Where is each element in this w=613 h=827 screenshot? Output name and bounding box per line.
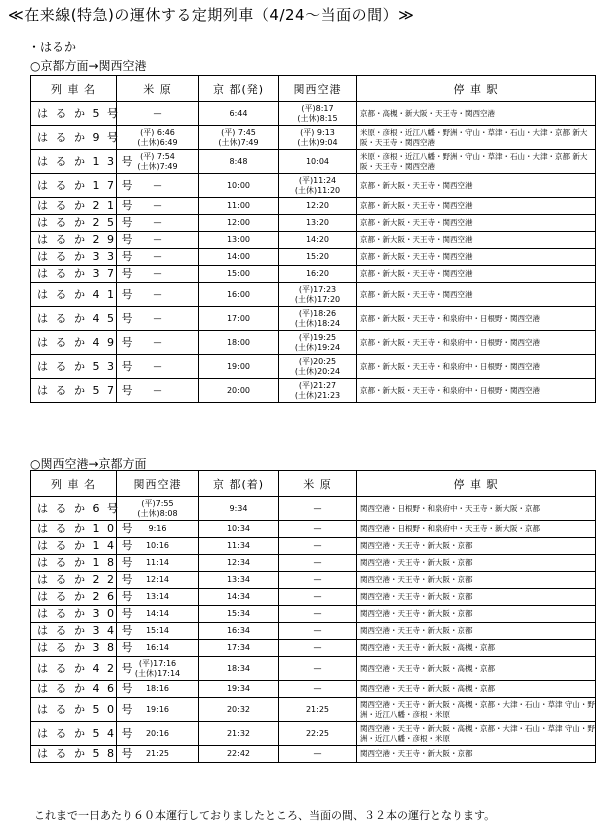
table-row [31,722,596,746]
time-cell [279,722,357,746]
train-name-cell: は る か 4 9 号 [31,331,117,355]
time-value: 13:14 [145,592,170,601]
train-name-cell: は る か 3 8 号 [31,640,117,657]
time-cell [199,174,279,198]
time-value: 22:42 [226,749,251,758]
time-cell [279,307,357,331]
time-value: (土休)20:24 [294,366,341,376]
time-value: — [153,337,162,347]
time-value: (平)21:27 [298,380,337,390]
time-value: — [313,592,322,601]
table-row [31,640,596,657]
time-cell [279,521,357,538]
table-row [31,150,596,174]
time-cell [199,623,279,640]
time-cell [199,379,279,403]
time-cell [199,698,279,722]
time-value: 14:34 [226,592,251,601]
stops-cell: 関西空港・天王寺・新大阪・京都 [357,746,596,763]
time-value: (平)18:26 [298,308,337,318]
stops-cell: 関西空港・天王寺・新大阪・京都 [357,623,596,640]
table-row [31,126,596,150]
time-cell [279,102,357,126]
table-row [31,497,596,521]
time-cell [199,198,279,215]
time-value: — [153,252,162,261]
time-cell [279,681,357,698]
time-value: (平)19:25 [298,332,337,342]
time-value: 16:34 [226,626,251,635]
section-label-kyoto-to-kansai: ○京都方面→関西空港 [30,59,147,73]
time-value: 13:34 [226,575,251,584]
table-row [31,538,596,555]
time-value: — [153,180,162,190]
time-value: (平)11:24 [298,175,337,185]
train-name-cell: は る か 1 4 号 [31,538,117,555]
time-cell [117,126,199,150]
header-stops: 停 車 駅 [357,471,596,497]
time-value: — [153,108,162,118]
train-name-cell: は る か 2 9 号 [31,232,117,249]
table-row [31,266,596,283]
time-value: (平)7:55 [141,498,174,508]
time-value: 15:20 [305,252,330,261]
time-value: 15:34 [226,609,251,618]
time-value: 21:32 [226,728,251,738]
table-row [31,623,596,640]
time-cell [279,379,357,403]
train-name-cell: は る か 4 5 号 [31,307,117,331]
time-value: 11:00 [226,201,251,210]
time-cell [199,102,279,126]
section-label-kansai-to-kyoto: ○関西空港→京都方面 [30,457,147,471]
time-value: — [313,524,322,533]
stops-cell: 京都・新大阪・天王寺・関西空港 [357,249,596,266]
train-name-cell: は る か 5 号 [31,102,117,126]
time-cell [279,555,357,572]
stops-cell: 米原・彦根・近江八幡・野洲・守山・草津・石山・大津・京都 新大阪・天王寺・関西空港 [357,150,596,174]
time-value: — [153,269,162,278]
header-kyoto-arr: 京 都(着) [199,471,279,497]
time-value: — [313,684,322,693]
time-value: — [153,385,162,395]
table-row [31,283,596,307]
train-name-cell: は る か 5 4 号 [31,722,117,746]
header-kansai-airport: 関西空港 [117,471,199,497]
time-value: — [313,503,322,513]
train-name-cell: は る か 2 5 号 [31,215,117,232]
stops-cell: 関西空港・天王寺・新大阪・京都 [357,555,596,572]
time-value: 16:20 [305,269,330,278]
stops-cell: 京都・新大阪・天王寺・関西空港 [357,266,596,283]
time-value: — [313,609,322,618]
time-value: (土休)8:15 [297,113,338,123]
table-row [31,555,596,572]
time-value: 9:34 [229,503,248,513]
time-cell [279,572,357,589]
time-value: 21:25 [305,704,330,714]
stops-cell: 京都・新大阪・天王寺・関西空港 [357,174,596,198]
time-cell [279,623,357,640]
train-name-cell: は る か 2 6 号 [31,589,117,606]
time-cell [279,198,357,215]
time-value: 12:14 [145,575,170,584]
time-value: — [313,558,322,567]
stops-cell: 米原・彦根・近江八幡・野洲・守山・草津・石山・大津・京都 新大阪・天王寺・関西空港 [357,126,596,150]
time-cell [279,497,357,521]
train-name-cell: は る か 4 6 号 [31,681,117,698]
time-value: 13:20 [305,218,330,227]
train-name-cell: は る か 1 7 号 [31,174,117,198]
time-value: 15:14 [145,626,170,635]
table-row [31,102,596,126]
time-value: 20:00 [226,385,251,395]
stops-cell: 関西空港・天王寺・新大阪・京都 [357,606,596,623]
time-value: — [313,643,322,652]
stops-cell: 京都・新大阪・天王寺・和泉府中・日根野・関西空港 [357,379,596,403]
train-name-cell: は る か 9 号 [31,126,117,150]
time-cell [279,215,357,232]
time-value: 19:16 [145,704,170,714]
table-row [31,572,596,589]
time-value: (平) 7:54 [140,151,175,161]
time-cell [199,355,279,379]
stops-cell: 関西空港・天王寺・新大阪・高槻・京都 [357,657,596,681]
time-value: (土休)8:08 [137,508,178,518]
time-cell [279,126,357,150]
time-cell [199,266,279,283]
time-cell [199,521,279,538]
time-value: — [153,289,162,299]
train-name-cell: は る か 6 号 [31,497,117,521]
time-value: 10:34 [226,524,251,533]
table-row [31,307,596,331]
table-row [31,681,596,698]
train-name-cell: は る か 3 3 号 [31,249,117,266]
table-row [31,249,596,266]
time-value: 20:32 [226,704,251,714]
time-cell [279,657,357,681]
time-cell [199,572,279,589]
time-value: (土休)9:04 [297,137,338,147]
time-value: 10:00 [226,180,251,190]
time-value: 21:25 [145,749,170,758]
time-value: (平) 9:13 [300,127,335,137]
stops-cell: 京都・新大阪・天王寺・関西空港 [357,283,596,307]
stops-cell: 京都・新大阪・天王寺・関西空港 [357,198,596,215]
time-cell [279,355,357,379]
time-value: — [313,575,322,584]
time-cell [279,606,357,623]
train-name-cell: は る か 5 3 号 [31,355,117,379]
stops-cell: 関西空港・天王寺・新大阪・京都 [357,538,596,555]
train-name-cell: は る か 1 8 号 [31,555,117,572]
train-name-cell: は る か 3 0 号 [31,606,117,623]
page-title: ≪在来線(特急)の運休する定期列車（4/24～当面の間）≫ [8,6,415,24]
header-maibara: 米 原 [279,471,357,497]
time-cell [199,640,279,657]
time-value: (平)20:25 [298,356,337,366]
table-row [31,174,596,198]
train-name-cell: は る か 1 3 号 [31,150,117,174]
table-row [31,657,596,681]
time-cell [279,249,357,266]
stops-cell: 関西空港・天王寺・新大阪・高槻・京都・大津・石山・草津 守山・野洲・近江八幡・彦根・米原 [357,698,596,722]
time-cell [279,232,357,249]
stops-cell: 関西空港・日根野・和泉府中・天王寺・新大阪・京都 [357,497,596,521]
table-row [31,379,596,403]
header-maibara: 米 原 [117,76,199,102]
time-cell [199,232,279,249]
train-name-cell: は る か 5 0 号 [31,698,117,722]
train-name-cell: は る か 4 2 号 [31,657,117,681]
stops-cell: 関西空港・天王寺・新大阪・京都 [357,572,596,589]
time-cell [279,266,357,283]
stops-cell: 関西空港・天王寺・新大阪・京都 [357,589,596,606]
time-value: (土休)17:20 [294,294,341,304]
time-value: 14:00 [226,252,251,261]
table-row [31,698,596,722]
timetable-kyoto-to-kansai [30,75,596,403]
time-cell [199,497,279,521]
time-cell [199,249,279,266]
time-cell [199,589,279,606]
train-name-cell: は る か 5 8 号 [31,746,117,763]
time-value: — [153,201,162,210]
table-row [31,521,596,538]
time-value: 10:16 [145,541,170,550]
time-value: (平)17:16 [138,658,177,668]
time-value: 14:20 [305,235,330,244]
time-value: 18:34 [226,663,251,673]
time-value: 12:20 [305,201,330,210]
time-cell [279,640,357,657]
table-row [31,215,596,232]
train-name-cell: は る か 4 1 号 [31,283,117,307]
time-value: (土休)7:49 [137,161,178,171]
time-cell [199,657,279,681]
time-value: (土休)18:24 [294,318,341,328]
stops-cell: 関西空港・天王寺・新大阪・高槻・京都 [357,681,596,698]
time-cell [199,681,279,698]
time-value: (平)17:23 [298,284,337,294]
time-value: (土休)7:49 [218,137,259,147]
stops-cell: 関西空港・天王寺・新大阪・高槻・京都・大津・石山・草津 守山・野洲・近江八幡・彦根・米原 [357,722,596,746]
time-value: 6:44 [229,108,248,118]
time-value: 18:00 [226,337,251,347]
stops-cell: 関西空港・天王寺・新大阪・高槻・京都 [357,640,596,657]
train-type-label: ・はるか [28,40,77,54]
time-cell [279,538,357,555]
time-cell [199,283,279,307]
time-value: 14:14 [145,609,170,618]
time-value: 13:00 [226,235,251,244]
time-value: (土休)6:49 [137,137,178,147]
time-cell [199,746,279,763]
footnote: これまで一日あたり６０本運行しておりましたところ、当面の間、３２本の運行となります。 [34,809,496,822]
time-cell [199,538,279,555]
time-value: — [153,218,162,227]
header-kansai-airport: 関西空港 [279,76,357,102]
time-cell [199,307,279,331]
time-cell [199,331,279,355]
time-cell [199,555,279,572]
table-row [31,232,596,249]
time-value: 16:00 [226,289,251,299]
time-value: 22:25 [305,728,330,738]
time-value: 20:16 [145,728,170,738]
time-value: 18:16 [145,684,170,693]
time-cell [279,589,357,606]
stops-cell: 京都・高槻・新大阪・天王寺・関西空港 [357,102,596,126]
train-name-cell: は る か 3 4 号 [31,623,117,640]
time-value: — [313,541,322,550]
time-value: — [313,749,322,758]
time-cell [279,746,357,763]
train-name-cell: は る か 2 1 号 [31,198,117,215]
time-value: (平)8:17 [301,103,334,113]
time-value: (平) 7:45 [221,127,256,137]
time-cell [279,698,357,722]
time-cell [199,215,279,232]
table-row [31,198,596,215]
train-name-cell: は る か 3 7 号 [31,266,117,283]
time-cell [279,174,357,198]
table-row [31,606,596,623]
time-value: — [313,626,322,635]
time-cell [199,126,279,150]
table-row [31,355,596,379]
time-cell [279,331,357,355]
time-value: 11:34 [226,541,251,550]
time-cell [279,150,357,174]
time-value: 12:00 [226,218,251,227]
stops-cell: 京都・新大阪・天王寺・和泉府中・日根野・関西空港 [357,307,596,331]
stops-cell: 京都・新大阪・天王寺・和泉府中・日根野・関西空港 [357,331,596,355]
table-row [31,746,596,763]
time-value: (土休)19:24 [294,342,341,352]
time-value: 11:14 [145,558,170,567]
time-value: (土休)21:23 [294,390,341,400]
time-value: — [313,663,322,673]
time-value: 16:14 [145,643,170,652]
time-value: — [153,361,162,371]
time-value: 19:34 [226,684,251,693]
time-value: 12:34 [226,558,251,567]
header-stops: 停 車 駅 [357,76,596,102]
time-value: 9:16 [148,524,167,533]
time-value: (平) 6:46 [140,127,175,137]
stops-cell: 京都・新大阪・天王寺・関西空港 [357,232,596,249]
time-value: — [153,313,162,323]
time-cell [199,150,279,174]
time-cell [199,722,279,746]
time-value: 17:34 [226,643,251,652]
time-value: 8:48 [229,156,248,166]
time-value: 10:04 [305,156,330,166]
time-value: (土休)11:20 [294,185,341,195]
time-value: 15:00 [226,269,251,278]
timetable-kansai-to-kyoto [30,470,596,763]
time-cell [117,102,199,126]
time-cell [117,497,199,521]
train-name-cell: は る か 5 7 号 [31,379,117,403]
table-row [31,331,596,355]
stops-cell: 関西空港・日根野・和泉府中・天王寺・新大阪・京都 [357,521,596,538]
table-row [31,589,596,606]
header-kyoto-dep: 京 都(発) [199,76,279,102]
time-value: — [153,235,162,244]
time-value: (土休)17:14 [134,668,181,678]
stops-cell: 京都・新大阪・天王寺・関西空港 [357,215,596,232]
train-name-cell: は る か 1 0 号 [31,521,117,538]
time-cell [279,283,357,307]
header-train-name: 列 車 名 [31,76,117,102]
train-name-cell: は る か 2 2 号 [31,572,117,589]
time-cell [199,606,279,623]
time-value: 17:00 [226,313,251,323]
time-value: 19:00 [226,361,251,371]
header-train-name: 列 車 名 [31,471,117,497]
stops-cell: 京都・新大阪・天王寺・和泉府中・日根野・関西空港 [357,355,596,379]
